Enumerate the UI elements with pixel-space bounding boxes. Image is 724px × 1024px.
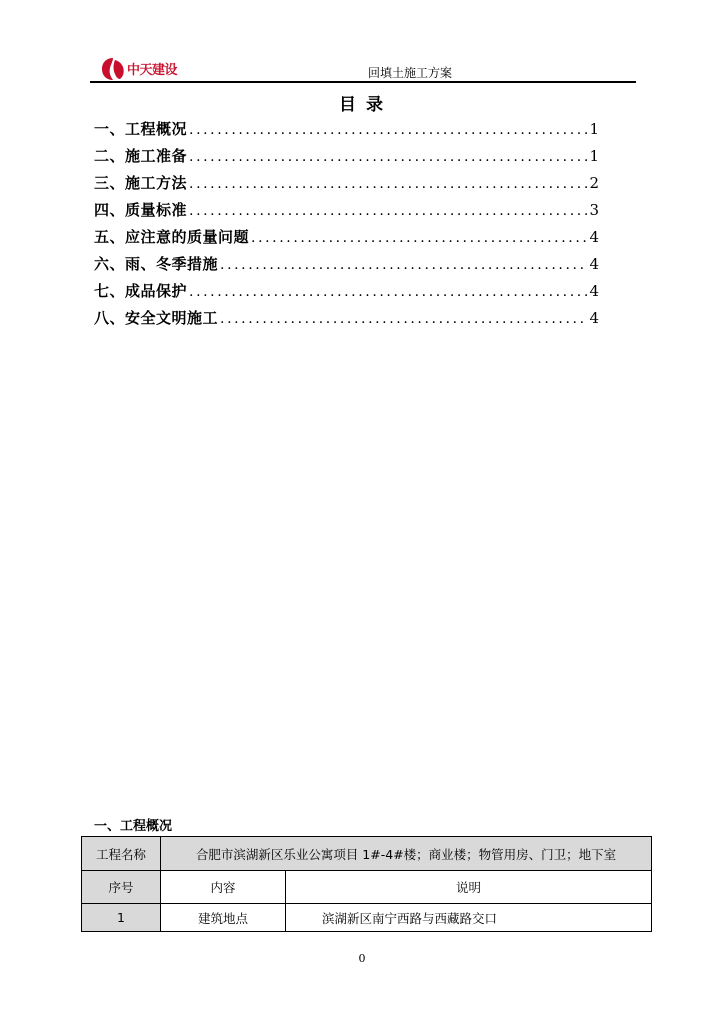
toc-entry-label: 一、工程概况 bbox=[94, 120, 188, 138]
toc-entry-page: 4 bbox=[589, 255, 599, 273]
toc-entry-label: 六、雨、冬季措施 bbox=[94, 255, 219, 273]
logo-text: 中天建设 bbox=[127, 63, 178, 78]
toc-entry[interactable] bbox=[94, 118, 599, 145]
section-heading: 一、工程概况 bbox=[94, 819, 173, 834]
column-header-content: 内容 bbox=[161, 871, 286, 904]
company-logo bbox=[100, 56, 210, 82]
toc-entry-label: 八、安全文明施工 bbox=[94, 309, 219, 327]
toc-entry[interactable] bbox=[94, 226, 599, 253]
toc-entry[interactable] bbox=[94, 145, 599, 172]
toc-leader-dots bbox=[251, 230, 587, 246]
toc-entry[interactable] bbox=[94, 172, 599, 199]
table-header-row bbox=[82, 871, 652, 904]
toc-entry-page: 4 bbox=[589, 228, 599, 246]
row-description: 滨湖新区南宁西路与西藏路交口 bbox=[286, 904, 652, 932]
toc-entry[interactable] bbox=[94, 307, 599, 334]
toc-entry-label: 五、应注意的质量问题 bbox=[94, 228, 250, 246]
toc-entry-page: 4 bbox=[589, 282, 599, 300]
toc-entry[interactable] bbox=[94, 199, 599, 226]
document-header-title: 回填土施工方案 bbox=[367, 66, 452, 80]
toc-entry-label: 七、成品保护 bbox=[94, 282, 188, 300]
toc-entry-page: 1 bbox=[589, 120, 599, 138]
toc-leader-dots bbox=[189, 203, 587, 219]
company-logo-icon bbox=[100, 56, 126, 82]
row-content: 建筑地点 bbox=[161, 904, 286, 932]
toc-leader-dots bbox=[189, 176, 587, 192]
table-row bbox=[82, 837, 652, 871]
toc-entry-page: 1 bbox=[589, 147, 599, 165]
row-number: 1 bbox=[82, 904, 161, 932]
toc-leader-dots bbox=[189, 122, 587, 138]
toc-entry-page: 2 bbox=[589, 174, 599, 192]
toc-entry[interactable] bbox=[94, 253, 599, 280]
column-header-no: 序号 bbox=[82, 871, 161, 904]
toc-entry-label: 四、质量标准 bbox=[94, 201, 188, 219]
page-number: 0 bbox=[358, 952, 366, 965]
toc-entry-label: 三、施工方法 bbox=[94, 174, 188, 192]
toc-title: 目 录 bbox=[339, 95, 385, 115]
toc-leader-dots bbox=[189, 284, 587, 300]
toc-entry-page: 4 bbox=[589, 309, 599, 327]
header-divider bbox=[90, 81, 636, 83]
project-name-value: 合肥市滨湖新区乐业公寓项目 1#-4#楼；商业楼；物管用房、门卫；地下室 bbox=[161, 837, 652, 871]
project-overview-table bbox=[81, 836, 652, 932]
toc-entry[interactable] bbox=[94, 280, 599, 307]
toc-leader-dots bbox=[220, 257, 587, 273]
toc-leader-dots bbox=[189, 149, 587, 165]
project-name-label: 工程名称 bbox=[82, 837, 161, 871]
toc-leader-dots bbox=[220, 311, 587, 327]
table-row bbox=[82, 904, 652, 932]
toc-entry-page: 3 bbox=[589, 201, 599, 219]
toc-entry-label: 二、施工准备 bbox=[94, 147, 188, 165]
table-of-contents bbox=[94, 118, 599, 334]
column-header-description: 说明 bbox=[286, 871, 652, 904]
